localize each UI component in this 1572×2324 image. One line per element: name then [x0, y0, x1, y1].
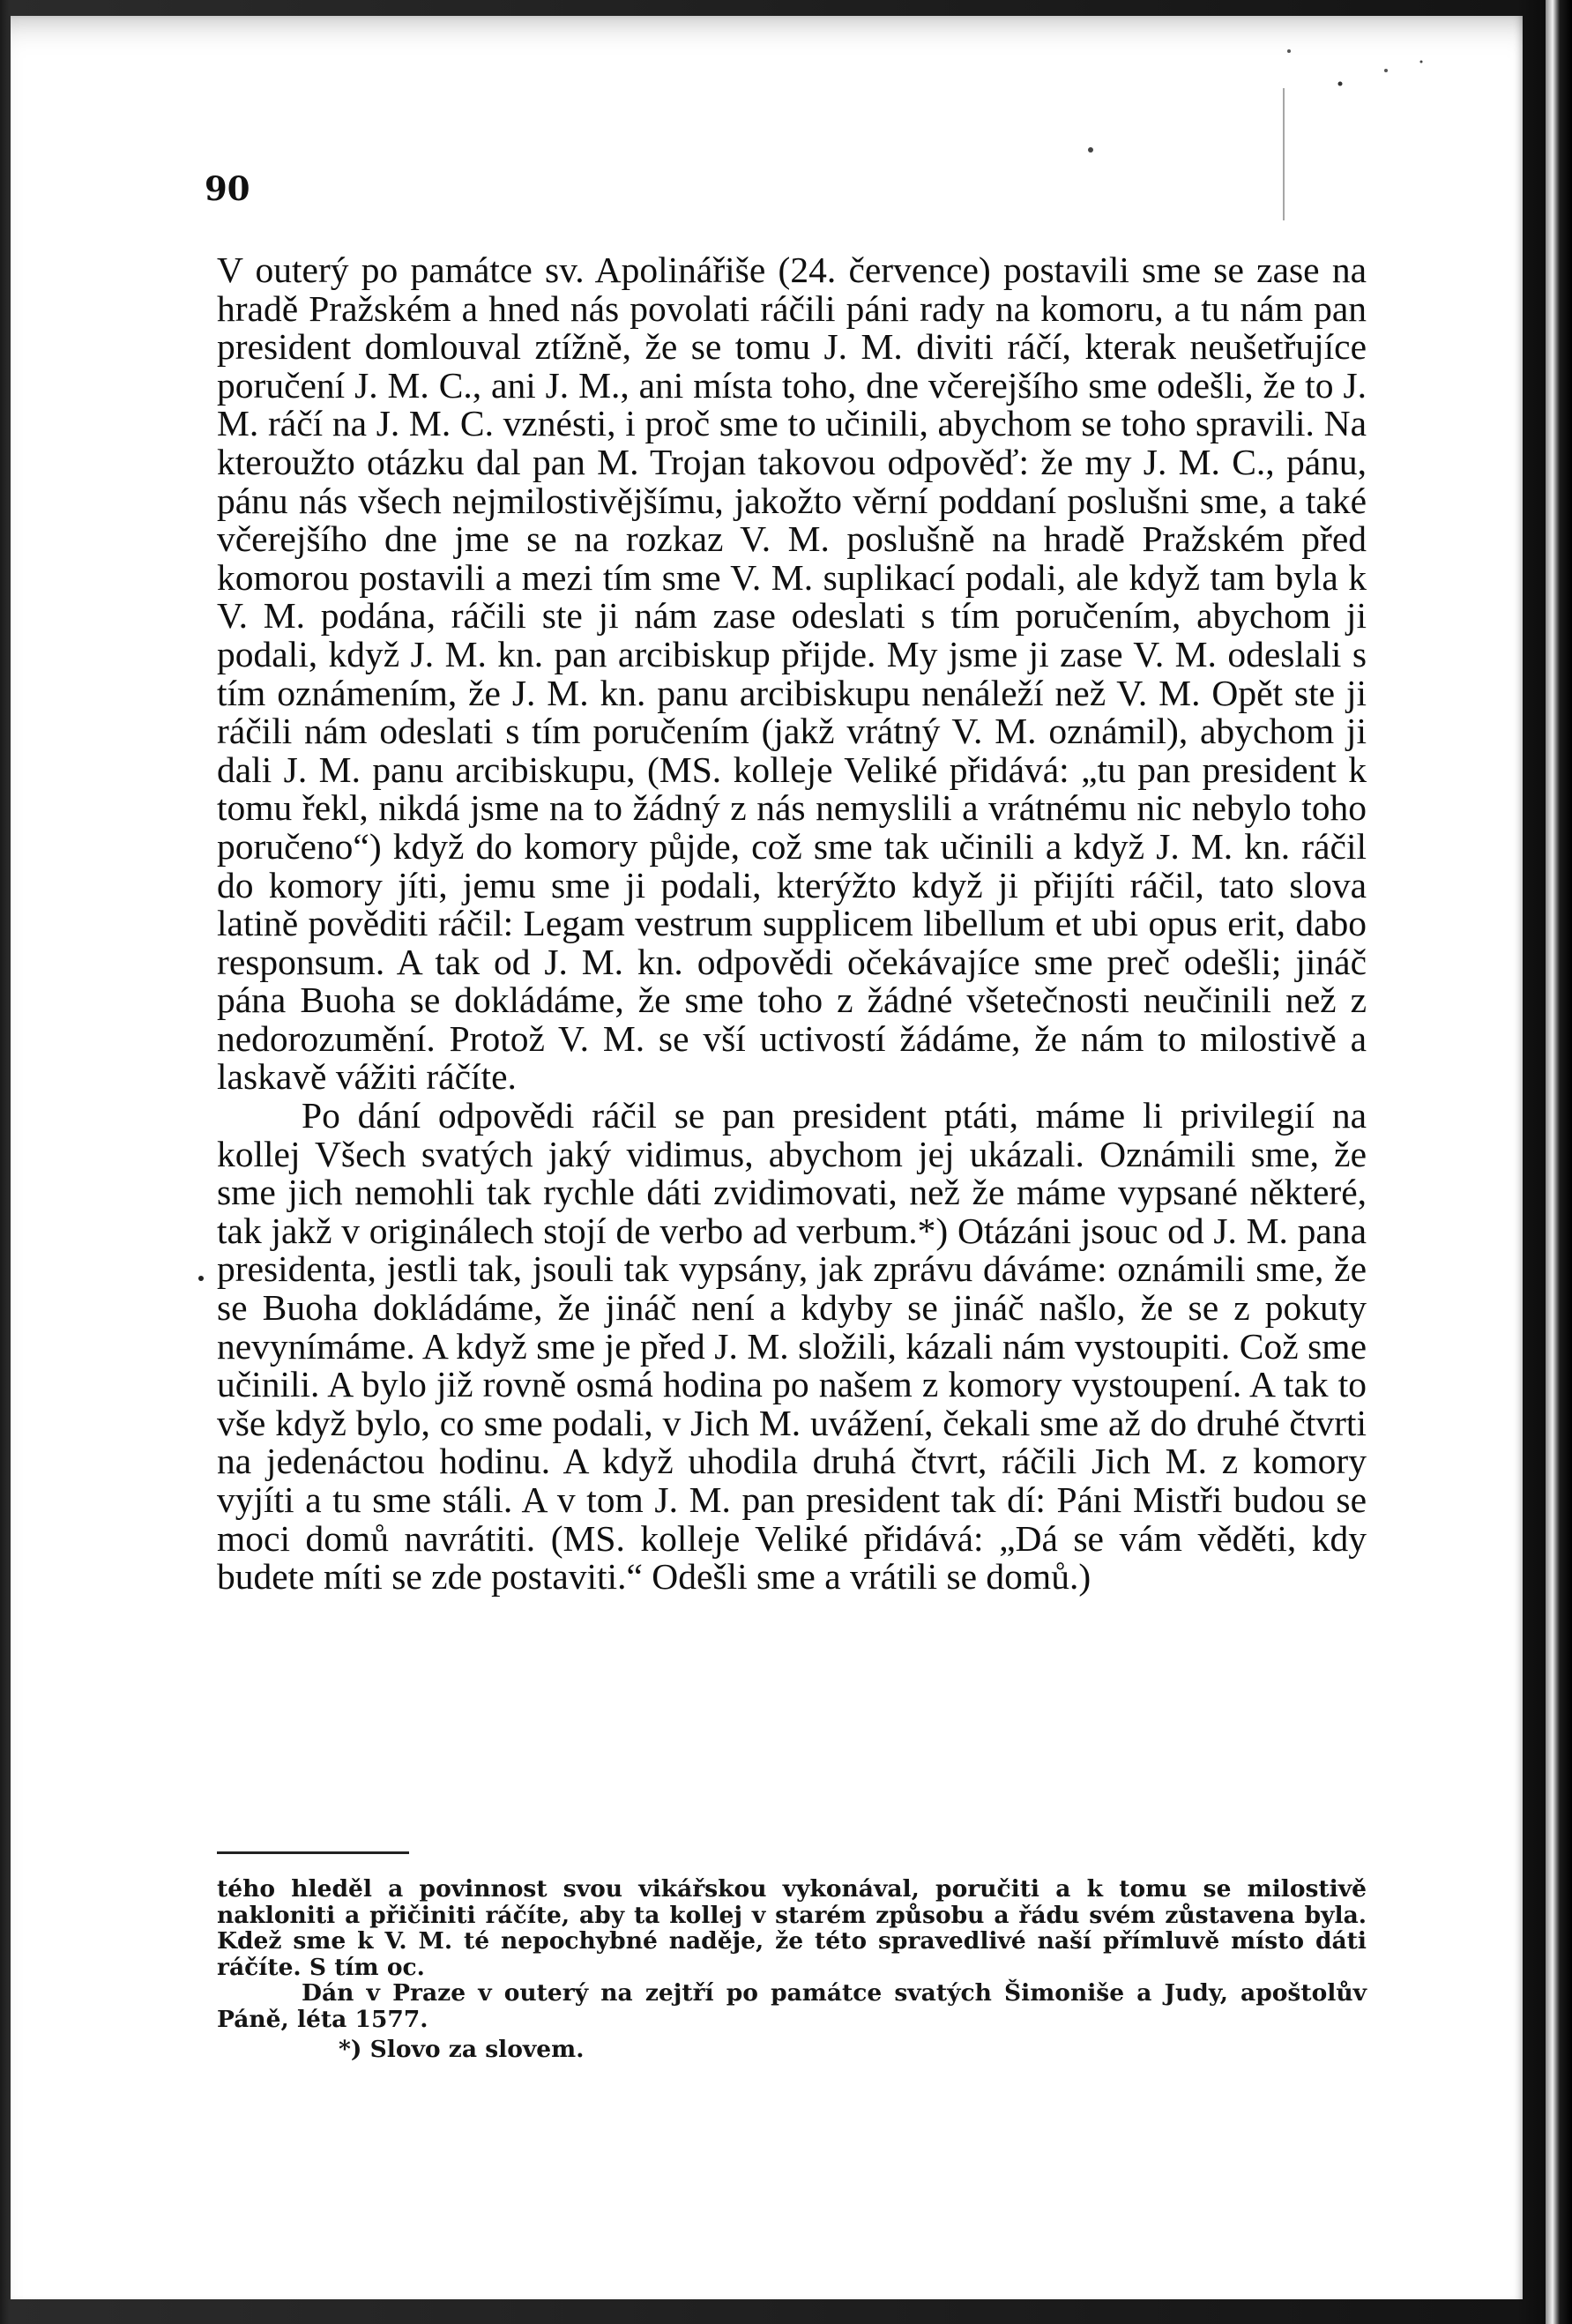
- paragraph-2: Po dání odpovědi ráčil se pan president ptáti, máme li privilegií na kollej Všech svatých jaký vidimus, abychom jej ukázali. Oznámili sme, že sme jich nemohli tak rychle dáti zvidimovati, než že máme vypsané některé, tak jakž v originálech stojí de verbo ad verbum.*) Otázáni jsouc od J. M. pana presidenta, jestli tak, jsouli tak vypsány, jak zprávu dáváme: oznámili sme, že se Buoha dokládáme, že jináč není a kdyby se jináč našlo, že se z pokuty nevynímáme. A když sme je před J. M. složili, kázali nám vystoupiti. Což sme učinili. A bylo již rovně osmá hodina po našem z komory vystoupení. A tak to vše když bylo, co sme podali, v Jich M. uvážení, čekali sme až do druhé čtvrti na jedenáctou hodinu. A když uhodila druhá čtvrt, ráčili Jich M. z komory vyjíti a tu sme stáli. A v tom J. M. pan president tak dí: Páni Mistři budou se moci domů navrátiti. (MS. kolleje Veliké přidává: „Dá se vám věděti, kdy budete míti se zde postaviti.“ Odešli sme a vrátili se domů.): [217, 1095, 1367, 1598]
- footnotes: [217, 1876, 1367, 2062]
- footnote-star: *) Slovo za slovem.: [339, 2035, 585, 2063]
- page-number: 90: [205, 169, 250, 208]
- main-text: [217, 251, 1367, 1597]
- footnote-date: Dán v Praze v outerý na zejtří po památce svatých Šimoniše a Judy, apoštolův Páně, léta 1577.: [217, 1979, 1367, 2033]
- footnote-separator: [217, 1851, 409, 1854]
- paragraph-1: V outerý po památce sv. Apolinářiše (24. července) postavili sme se zase na hradě Pražském a hned nás povolati ráčili páni rady na komoru, a tu nám pan president domlouval ztížně, že se tomu J. M. diviti ráčí, kterak neušetřujíce poručení J. M. C., ani J. M., ani místa toho, dne včerejšího sme odešli, že to J. M. ráčí na J. M. C. vznésti, i proč sme to učinili, abychom se toho spravili. Na kteroužto otázku dal pan M. Trojan takovou odpověď: že my J. M. C., pánu, pánu nás všech nejmilostivějšímu, jakožto věrní poddaní poslušni sme, a také včerejšího dne jme se na rozkaz V. M. poslušně na hradě Pražském před komorou postavili a mezi tím sme V. M. suplikací podali, ale když tam byla k V. M. podána, ráčili ste ji nám zase odeslati s tím poručením, abychom ji podali, když J. M. kn. pan arcibiskup přijde. My jsme ji zase V. M. odeslali s tím oznámením, že J. M. kn. panu arcibiskupu nenáleží než V. M. Opět ste ji ráčili nám odeslati s tím poručením (jakž vrátný V. M. oznámil), abychom ji dali J. M. panu arcibiskupu, (MS. kolleje Veliké přidává: „tu pan president k tomu řekl, nikdá jsme na to žádný z nás nemyslili a vrátnému nic nebylo toho poručeno“) když do komory půjde, což sme tak učinili a když J. M. kn. ráčil do komory jíti, jemu sme ji podali, kterýžto když ji přijíti ráčil, tato slova latině pověditi ráčil: Legam vestrum supplicem libellum et ubi opus erit, dabo responsum. A tak od J. M. kn. odpovědi očekávajíce sme preč odešli; jináč pána Buoha se dokládáme, že sme toho z žádné všetečnosti neučinili než z nedorozumění. Protož V. M. se vší uctivostí žádáme, že nám to milostivě a laskavě vážiti ráčíte.: [217, 250, 1367, 1098]
- footnote-continuation: tého hleděl a povinnost svou vikářskou vykonával, poručiti a k tomu se milostivě nakloniti a přičiniti ráčíte, aby ta kollej v starém způsobu a řádu svém zůstavena byla. Kdež sme k V. M. té nepochybné naděje, že této spravedlivé naší přímluvě místo dáti ráčíte. S tím oc.: [217, 1875, 1367, 1981]
- page-edge: [1546, 0, 1572, 2324]
